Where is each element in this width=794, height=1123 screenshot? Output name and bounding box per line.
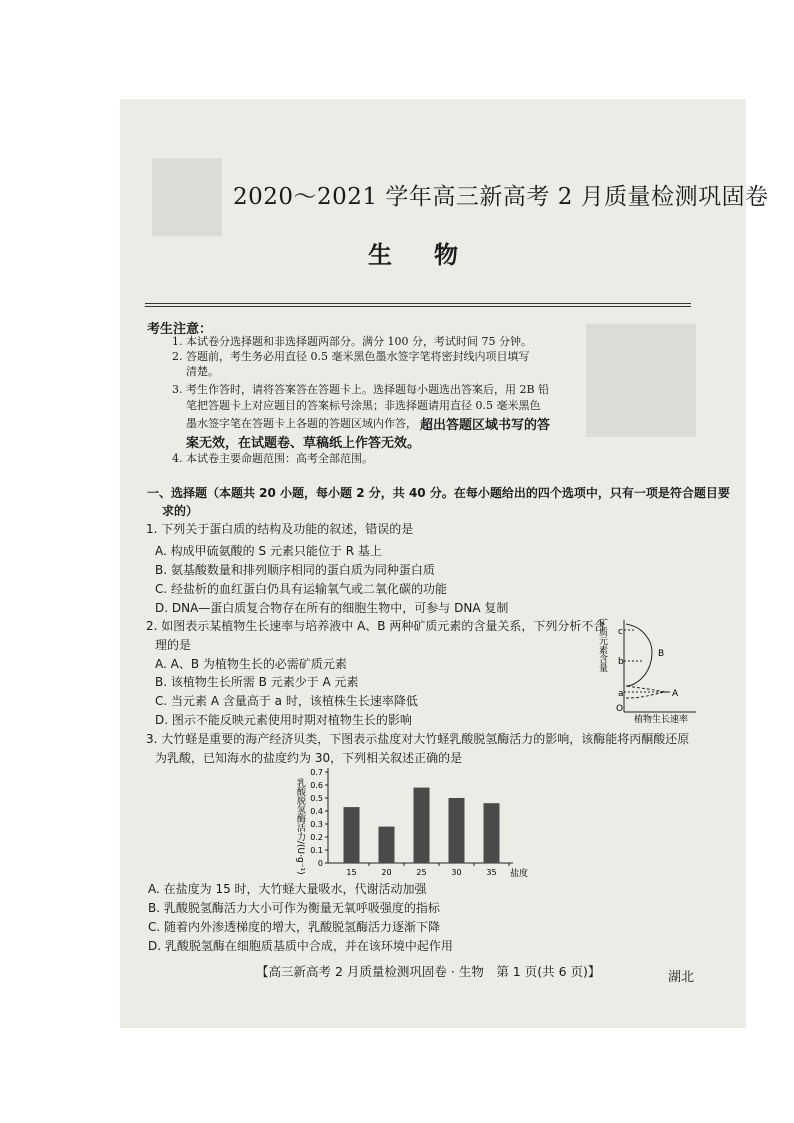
right-stamp-placeholder: [586, 324, 696, 437]
notice-line: 4. 本试卷主要命题范围：高考全部范围。: [172, 452, 373, 465]
chart-bars: [344, 788, 500, 863]
q3-option: B. 乳酸脱氢酶活力大小可作为衡量无氧呼吸强度的指标: [148, 901, 440, 915]
chart-bar: [344, 807, 360, 863]
q1-option: B. 氨基酸数量和排列顺序相同的蛋白质为同种蛋白质: [155, 563, 435, 577]
header-rule-top: [145, 303, 691, 304]
notice-line: 1. 本试卷分选择题和非选择题两部分。满分 100 分，考试时间 75 分钟。: [172, 335, 532, 348]
notice-emphasis: 超出答题区域书写的答: [420, 418, 551, 433]
notice-emphasis: 案无效，在试题卷、草稿纸上作答无效。: [186, 436, 421, 451]
left-stamp-placeholder: [152, 158, 222, 236]
chart-x-tick-label: 35: [486, 868, 497, 877]
exam-title: 2020～2021 学年高三新高考 2 月质量检测巩固卷: [233, 184, 769, 210]
q1-stem: 1. 下列关于蛋白质的结构及功能的叙述，错误的是: [146, 522, 414, 536]
chart-y-tick-label: 0: [317, 859, 323, 868]
chart-x-tick-label: 15: [346, 868, 357, 877]
chart-bar: [484, 803, 500, 863]
q2-xlabel: 植物生长速率: [634, 715, 689, 724]
chart-y-tick-label: 0.2: [310, 833, 323, 842]
notice-line: 2. 答题前，考生务必用直径 0.5 毫米黑色墨水签字笔将密封线内项目填写: [172, 350, 530, 363]
q2-stem: 2. 如图表示某植物生长速率与培养液中 A、B 两种矿质元素的含量关系，下列分析不合: [146, 619, 606, 633]
header-rule-bottom: [145, 306, 691, 307]
chart-x-tick-label: 30: [451, 868, 462, 877]
chart-y-tick-label: 0.3: [310, 820, 323, 829]
page-footer: 【高三新高考 2 月质量检测巩固卷 · 生物 第 1 页(共 6 页)】: [256, 964, 601, 979]
section-heading: 一、选择题（本题共 20 小题，每小题 2 分，共 40 分。在每小题给出的四个选项中，只有一项是符合题目要: [147, 486, 730, 500]
region-label: 湖北: [668, 970, 695, 985]
q2-origin: O: [616, 704, 624, 714]
q2-tick-c: c: [618, 627, 623, 637]
chart-bar: [449, 798, 465, 863]
section-heading-cont: 求的）: [162, 504, 199, 518]
chart-xlabel: 盐度: [510, 869, 529, 879]
notice-line: 笔把答题卡上对应题目的答案标号涂黑；非选择题请用直径 0.5 毫米黑色: [186, 399, 541, 412]
subject-title: 生物: [368, 240, 500, 269]
q1-option: D. DNA—蛋白质复合物存在所有的细胞生物中，可参与 DNA 复制: [155, 601, 509, 615]
q2-option: C. 当元素 A 含量高于 a 时，该植株生长速率降低: [155, 694, 418, 708]
chart-y-ticks: [310, 768, 328, 868]
q1-option: C. 经盐析的血红蛋白仍具有运输氧气或二氧化碳的功能: [155, 582, 448, 596]
notice-line: 清楚。: [186, 365, 219, 378]
chart-y-tick-label: 0.4: [310, 807, 323, 816]
chart-y-tick-label: 0.1: [310, 846, 323, 855]
chart-y-tick-label: 0.6: [310, 781, 323, 790]
q2-label-a: A: [672, 689, 679, 699]
q2-label-b: B: [658, 649, 665, 659]
q3-stem-cont: 为乳酸，已知海水的盐度约为 30，下列相关叙述正确的是: [155, 751, 463, 765]
notice-line: 墨水签字笔在答题卡上各题的答题区域内作答，: [186, 417, 417, 430]
q2-figure: [596, 612, 706, 724]
q3-stem: 3. 大竹蛏是重要的海产经济贝类，下图表示盐度对大竹蛏乳酸脱氢酶活力的影响，该酶能将丙酮酸还原: [146, 732, 690, 746]
chart-bar: [414, 788, 430, 863]
q2-ylabel: 矿质元素含量: [597, 618, 607, 672]
chart-x-ticks: [346, 863, 509, 877]
chart-x-tick-label: 25: [416, 868, 427, 877]
q3-option: A. 在盐度为 15 时，大竹蛏大量吸水，代谢活动加强: [148, 882, 427, 896]
q2-stem-cont: 理的是: [155, 638, 192, 652]
chart-ylabel: 乳酸脱氢酶活力/(U·g⁻¹): [295, 778, 305, 875]
notice-line: 3. 考生作答时，请将答案答在答题卡上。选择题每小题选出答案后，用 2B 铅: [172, 383, 550, 396]
q2-option: B. 该植物生长所需 B 元素少于 A 元素: [155, 675, 359, 689]
q2-option: A. A、B 为植物生长的必需矿质元素: [155, 657, 347, 671]
notice-heading: 考生注意：: [147, 322, 213, 337]
q2-curve-b: [626, 624, 652, 686]
q1-option: A. 构成甲硫氨酸的 S 元素只能位于 R 基上: [155, 544, 382, 558]
chart-x-tick-label: 20: [381, 868, 392, 877]
q3-option: D. 乳酸脱氢酶在细胞质基质中合成，并在该环境中起作用: [148, 939, 453, 953]
chart-y-tick-label: 0.7: [310, 768, 323, 777]
chart-y-tick-label: 0.5: [310, 794, 323, 803]
q3-option: C. 随着内外渗透梯度的增大，乳酸脱氢酶活力逐渐下降: [148, 920, 441, 934]
q2-option: D. 图示不能反映元素使用时期对植物生长的影响: [155, 713, 412, 727]
q2-tick-b: b: [618, 657, 624, 667]
q2-tick-a: a: [618, 689, 624, 699]
salinity-enzyme-chart: [288, 760, 538, 882]
chart-bar: [379, 827, 395, 863]
